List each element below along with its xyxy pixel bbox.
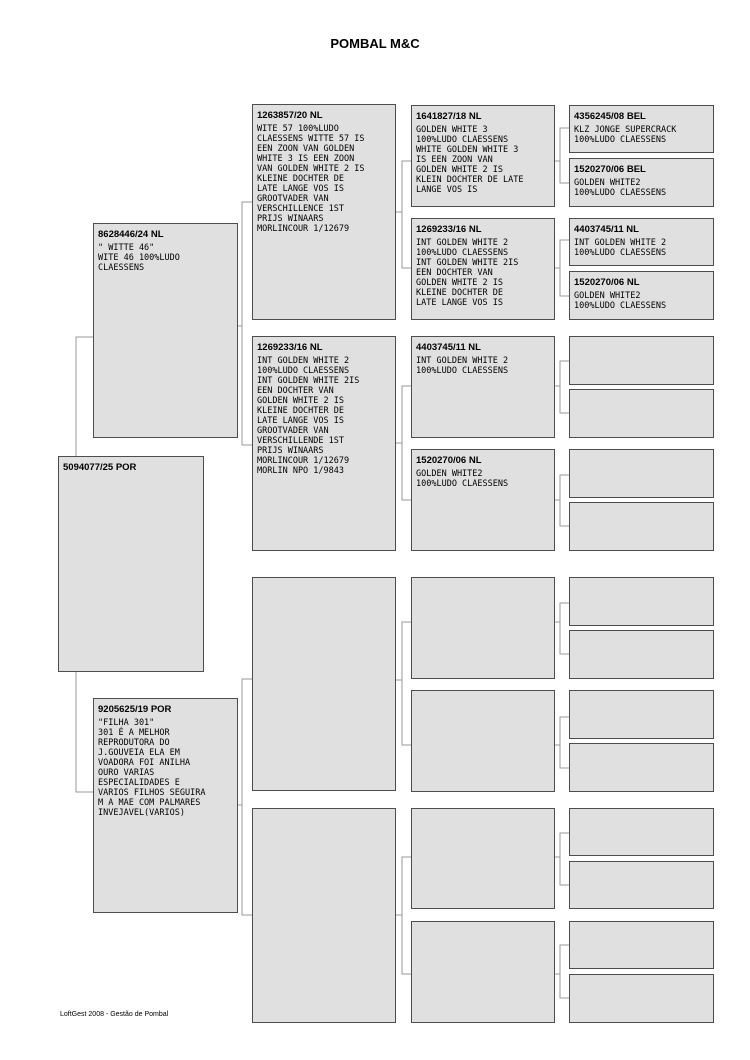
bird-notes: GOLDEN WHITE2 100%LUDO CLAESSENS [574,291,667,311]
bird-card-sdd[interactable] [411,449,555,551]
bird-card-dddd[interactable] [569,974,714,1023]
bird-card-dam-sire[interactable] [252,577,396,791]
bird-notes: WITE 57 100%LUDO CLAESSENS WITTE 57 IS EEN ZOON VAN GOLDEN WHITE 3 IS EEN ZOON VAN GOLDEN WHITE 2 IS KLEINE DOCHTER DE LATE LANGE VOS IS GROOTVADER VAN VERSCHILLENCE 1ST PRIJS WINAARS MORLINCOUR 1/12679 [257,124,365,234]
bird-card-dsds[interactable] [569,690,714,739]
bird-notes: GOLDEN WHITE 3 100%LUDO CLAESSENS WHITE GOLDEN WHITE 3 IS EEN ZOON VAN GOLDEN WHITE 2 IS KLEIN DOCHTER DE LATE LANGE VOS IS [416,125,524,195]
ring-number: 1520270/06 NL [416,455,482,466]
bird-notes: GOLDEN WHITE2 100%LUDO CLAESSENS [574,178,667,198]
bird-notes: GOLDEN WHITE2 100%LUDO CLAESSENS [416,469,509,489]
bird-card-ssd[interactable] [411,218,555,320]
bird-card-dds[interactable] [411,808,555,909]
bird-card-dss[interactable] [411,577,555,679]
bird-notes: KLZ JONGE SUPERCRACK 100%LUDO CLAESSENS [574,125,677,145]
ring-number: 1269233/16 NL [257,342,323,353]
bird-card-ddsd[interactable] [569,861,714,909]
bird-card-sss[interactable] [411,105,555,207]
bird-notes: INT GOLDEN WHITE 2 100%LUDO CLAESSENS INT GOLDEN WHITE 2IS EEN DOCHTER VAN GOLDEN WHITE 2 IS KLEINE DOCHTER DE LATE LANGE VOS IS [416,238,519,308]
bird-notes: INT GOLDEN WHITE 2 100%LUDO CLAESSENS INT GOLDEN WHITE 2IS EEN DOCHTER VAN GOLDEN WHITE 2 IS KLEINE DOCHTER DE LATE LANGE VOS IS GROOTVADER VAN VERSCHILLENDE 1ST PRIJS WINAARS MORLINCOUR 1/12679 MORLIN NPO 1/9843 [257,356,360,476]
bird-card-ssdd[interactable] [569,271,714,320]
ring-number: 4403745/11 NL [416,342,481,353]
bird-card-sdsd[interactable] [569,389,714,438]
ring-number: 8628446/24 NL [98,229,164,240]
bird-card-dam-dam[interactable] [252,808,396,1023]
bird-card-dssd[interactable] [569,630,714,679]
ring-number: 4403745/11 NL [574,224,639,235]
bird-card-sire[interactable] [93,223,238,438]
ring-number: 1641827/18 NL [416,111,482,122]
bird-notes: INT GOLDEN WHITE 2 100%LUDO CLAESSENS [574,238,667,258]
ring-number: 9205625/19 POR [98,704,172,715]
bird-card-subject[interactable] [58,456,204,672]
bird-card-dam[interactable] [93,698,238,913]
bird-card-sddd[interactable] [569,502,714,551]
bird-notes: "FILHA 301" 301 É A MELHOR REPRODUTORA DO J.GOUVEIA ELA EM VOADORA FOI ANILHA OURO VARIAS ESPECIALIDADES E VARIOS FILHOS SEGUIRA M A MAE COM PALMARES INVEJAVEL(VARIOS) [98,718,206,818]
bird-card-ddds[interactable] [569,921,714,969]
bird-card-ddss[interactable] [569,808,714,856]
ring-number: 4356245/08 BEL [574,111,646,122]
page-title: POMBAL M&C [330,36,420,51]
bird-card-sds[interactable] [411,336,555,438]
ring-number: 1263857/20 NL [257,110,323,121]
bird-card-sssd[interactable] [569,158,714,207]
bird-card-sire-sire[interactable] [252,104,396,320]
ring-number: 1520270/06 NL [574,277,640,288]
bird-card-sdds[interactable] [569,449,714,498]
bird-card-dsd[interactable] [411,690,555,792]
bird-card-dsdd[interactable] [569,743,714,792]
ring-number: 5094077/25 POR [63,462,137,473]
bird-card-ssss[interactable] [569,105,714,153]
bird-card-sire-dam[interactable] [252,336,396,551]
bird-card-sdss[interactable] [569,336,714,385]
bird-card-dsss[interactable] [569,577,714,626]
bird-card-ddd[interactable] [411,921,555,1023]
ring-number: 1269233/16 NL [416,224,482,235]
bird-notes: " WITTE 46" WITE 46 100%LUDO CLAESSENS [98,243,180,273]
bird-card-ssds[interactable] [569,218,714,266]
bird-notes: INT GOLDEN WHITE 2 100%LUDO CLAESSENS [416,356,509,376]
footer-credit: LoftGest 2008 - Gestão de Pombal [60,1011,169,1018]
ring-number: 1520270/06 BEL [574,164,646,175]
